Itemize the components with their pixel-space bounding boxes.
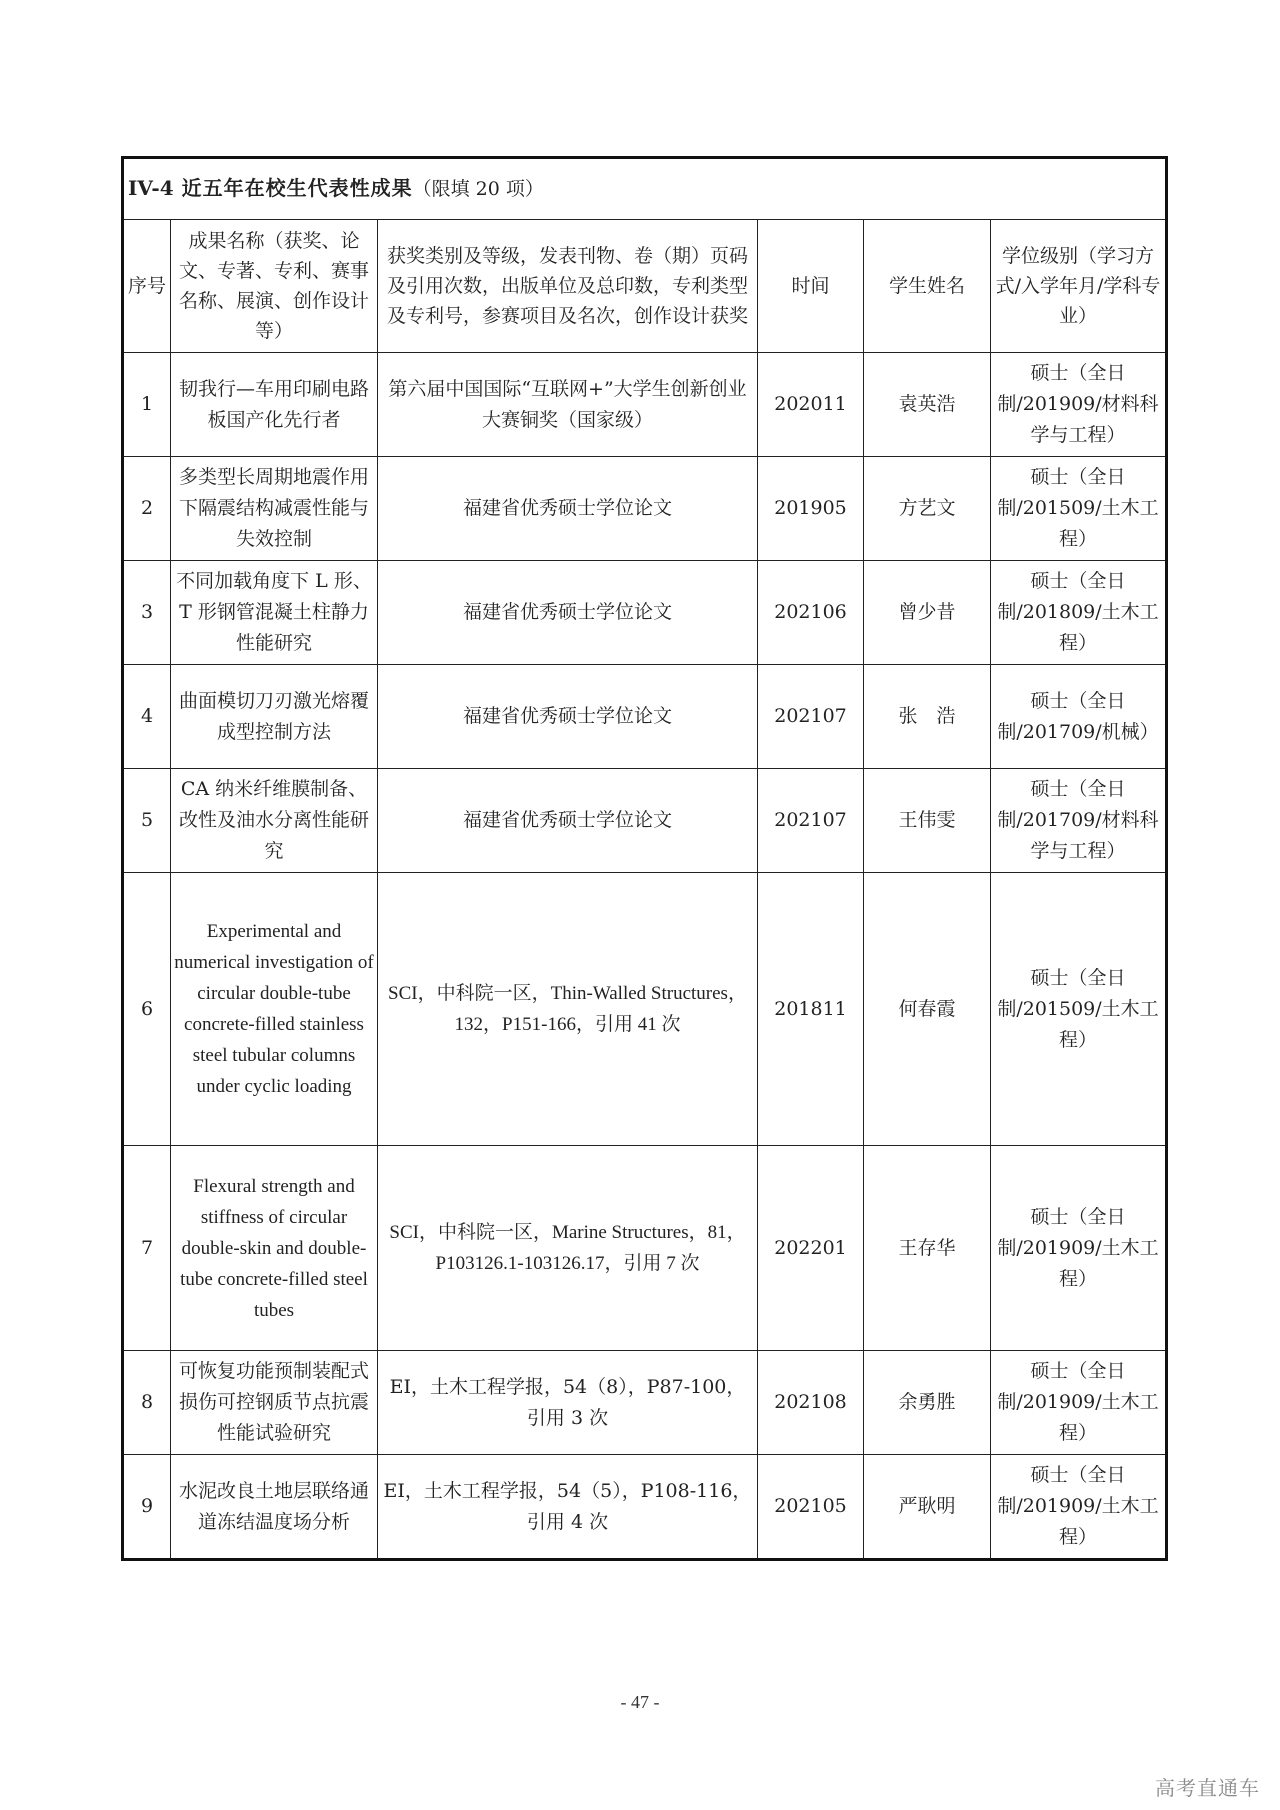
row-degree: 硕士（全日制/201909/土木工程） [991, 1146, 1167, 1351]
row-name: CA 纳米纤维膜制备、改性及油水分离性能研究 [171, 769, 378, 873]
row-index: 8 [123, 1351, 171, 1455]
row-detail: 福建省优秀硕士学位论文 [378, 561, 758, 665]
row-student: 袁英浩 [864, 353, 991, 457]
row-student: 何春霞 [864, 873, 991, 1146]
row-detail: 福建省优秀硕士学位论文 [378, 665, 758, 769]
row-detail: 福建省优秀硕士学位论文 [378, 457, 758, 561]
row-index: 6 [123, 873, 171, 1146]
row-degree: 硕士（全日制/201709/机械） [991, 665, 1167, 769]
row-time: 201905 [758, 457, 864, 561]
row-time: 202108 [758, 1351, 864, 1455]
section-title-row [123, 158, 1167, 220]
row-student: 王伟雯 [864, 769, 991, 873]
row-student: 余勇胜 [864, 1351, 991, 1455]
table-row [123, 353, 1167, 457]
row-name: 不同加载角度下 L 形、T 形钢管混凝土柱静力性能研究 [171, 561, 378, 665]
row-index: 7 [123, 1146, 171, 1351]
section-heading: 近五年在校生代表性成果 [181, 176, 413, 200]
row-name: 韧我行—车用印刷电路板国产化先行者 [171, 353, 378, 457]
row-degree: 硕士（全日制/201509/土木工程） [991, 873, 1167, 1146]
row-time: 201811 [758, 873, 864, 1146]
achievements-table [121, 156, 1168, 1561]
row-student: 严耿明 [864, 1455, 991, 1560]
row-index: 1 [123, 353, 171, 457]
row-detail: 第六届中国国际“互联网+”大学生创新创业大赛铜奖（国家级） [378, 353, 758, 457]
row-name: 曲面模切刀刃激光熔覆成型控制方法 [171, 665, 378, 769]
col-name-header: 成果名称（获奖、论文、专著、专利、赛事名称、展演、创作设计等） [171, 220, 378, 353]
row-time: 202201 [758, 1146, 864, 1351]
row-time: 202106 [758, 561, 864, 665]
row-name: 多类型长周期地震作用下隔震结构减震性能与失效控制 [171, 457, 378, 561]
col-time-header: 时间 [758, 220, 864, 353]
watermark-text: 高考直通车 [1155, 1776, 1260, 1800]
table-row [123, 769, 1167, 873]
row-degree: 硕士（全日制/201709/材料科学与工程） [991, 769, 1167, 873]
row-name: 可恢复功能预制装配式损伤可控钢质节点抗震性能试验研究 [171, 1351, 378, 1455]
row-detail: 福建省优秀硕士学位论文 [378, 769, 758, 873]
table-row [123, 561, 1167, 665]
row-time: 202107 [758, 665, 864, 769]
row-name: Experimental and numerical investigation of circular double-tube concrete-filled stainless steel tubular columns under cyclic loading [171, 873, 378, 1146]
table-row [123, 1146, 1167, 1351]
row-student: 张 浩 [864, 665, 991, 769]
row-degree: 硕士（全日制/201509/土木工程） [991, 457, 1167, 561]
table-row [123, 1351, 1167, 1455]
row-index: 2 [123, 457, 171, 561]
row-student: 方艺文 [864, 457, 991, 561]
row-index: 9 [123, 1455, 171, 1560]
row-detail: SCI，中科院一区，Thin-Walled Structures，132，P151-166，引用 41 次 [378, 873, 758, 1146]
row-detail: EI，土木工程学报，54（8），P87-100，引用 3 次 [378, 1351, 758, 1455]
col-degree-header: 学位级别（学习方式/入学年月/学科专业） [991, 220, 1167, 353]
row-student: 曾少昔 [864, 561, 991, 665]
row-index: 5 [123, 769, 171, 873]
row-time: 202011 [758, 353, 864, 457]
row-name: Flexural strength and stiffness of circular double-skin and double-tube concrete-filled steel tubes [171, 1146, 378, 1351]
row-index: 3 [123, 561, 171, 665]
table-row [123, 873, 1167, 1146]
row-name: 水泥改良土地层联络通道冻结温度场分析 [171, 1455, 378, 1560]
row-detail: EI，土木工程学报，54（5），P108-116，引用 4 次 [378, 1455, 758, 1560]
col-student-header: 学生姓名 [864, 220, 991, 353]
table-row [123, 1455, 1167, 1560]
row-degree: 硕士（全日制/201909/材料科学与工程） [991, 353, 1167, 457]
section-title [123, 158, 1167, 220]
row-index: 4 [123, 665, 171, 769]
row-time: 202107 [758, 769, 864, 873]
table-row [123, 665, 1167, 769]
section-note: （限填 20 项） [412, 178, 544, 200]
column-header-row [123, 220, 1167, 353]
col-index-header: 序号 [123, 220, 171, 353]
row-time: 202105 [758, 1455, 864, 1560]
table-row [123, 457, 1167, 561]
row-degree: 硕士（全日制/201809/土木工程） [991, 561, 1167, 665]
row-student: 王存华 [864, 1146, 991, 1351]
col-detail-header: 获奖类别及等级，发表刊物、卷（期）页码及引用次数，出版单位及总印数，专利类型及专利号，参赛项目及名次，创作设计获奖 [378, 220, 758, 353]
row-detail: SCI，中科院一区，Marine Structures，81，P103126.1-103126.17，引用 7 次 [378, 1146, 758, 1351]
row-degree: 硕士（全日制/201909/土木工程） [991, 1351, 1167, 1455]
row-degree: 硕士（全日制/201909/土木工程） [991, 1455, 1167, 1560]
page-number: - 47 - [620, 1692, 660, 1712]
section-code: IV-4 [128, 176, 174, 200]
